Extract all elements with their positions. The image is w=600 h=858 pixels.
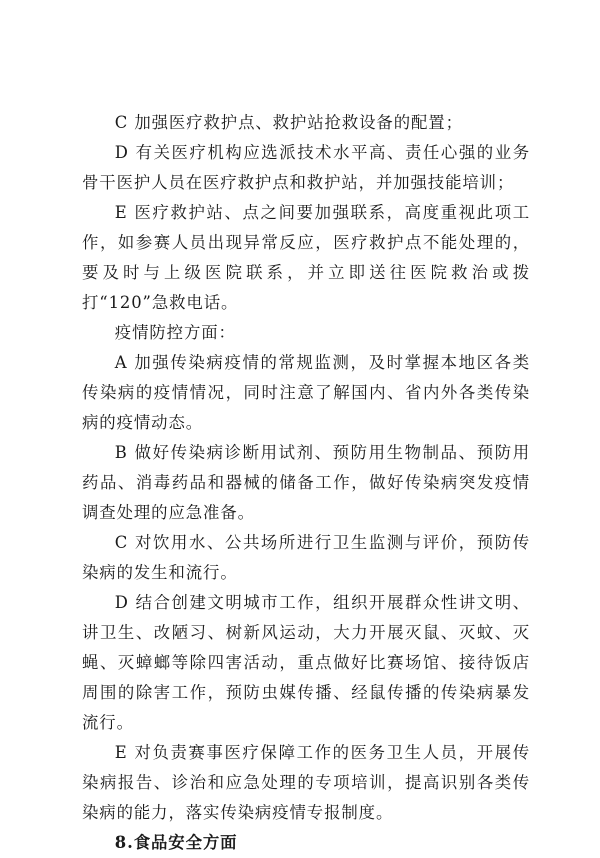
document-page	[82, 108, 530, 858]
paragraph-civilized-city: D 结合创建文明城市工作，组织开展群众性讲文明、讲卫生、改陋习、树新风运动，大力开展灭鼠、灭蚊、灭蝇、灭蟑螂等除四害活动，重点做好比赛场馆、接待饭店周围的除害工作，预防虫媒传播、经鼠传播的传染病暴发流行。	[82, 593, 530, 732]
paragraph-staff-training: E 对负责赛事医疗保障工作的医务卫生人员，开展传染病报告、诊治和应急处理的专项培训，提高识别各类传染病的能力，落实传染病疫情专报制度。	[82, 743, 530, 822]
paragraph-emergency-contact: E 医疗救护站、点之间要加强联系，高度重视此项工作，如参赛人员出现异常反应，医疗救护点不能处理的，要及时与上级医院联系，并立即送往医院救治或拨打“120”急救电话。	[82, 203, 530, 312]
paragraph-medical-staff: D 有关医疗机构应选派技术水平高、责任心强的业务骨干医护人员在医疗救护点和救护站，并加强技能培训；	[82, 143, 530, 192]
paragraph-reserves: B 做好传染病诊断用试剂、预防用生物制品、预防用药品、消毒药品和器械的储备工作，做好传染病突发疫情调查处理的应急准备。	[82, 443, 530, 522]
paragraph-epidemic-heading: 疫情防控方面：	[114, 323, 236, 342]
paragraph-medical-equipment: C 加强医疗救护点、救护站抢救设备的配置；	[114, 113, 463, 132]
paragraph-epidemic-monitoring: A 加强传染病疫情的常规监测，及时掌握本地区各类传染病的疫情情况，同时注意了解国内、省内外各类传染病的疫情动态。	[82, 353, 530, 432]
paragraph-water-monitoring: C 对饮用水、公共场所进行卫生监测与评价，预防传染病的发生和流行。	[82, 533, 530, 582]
section-heading-food-safety: 8.食品安全方面	[114, 833, 238, 852]
